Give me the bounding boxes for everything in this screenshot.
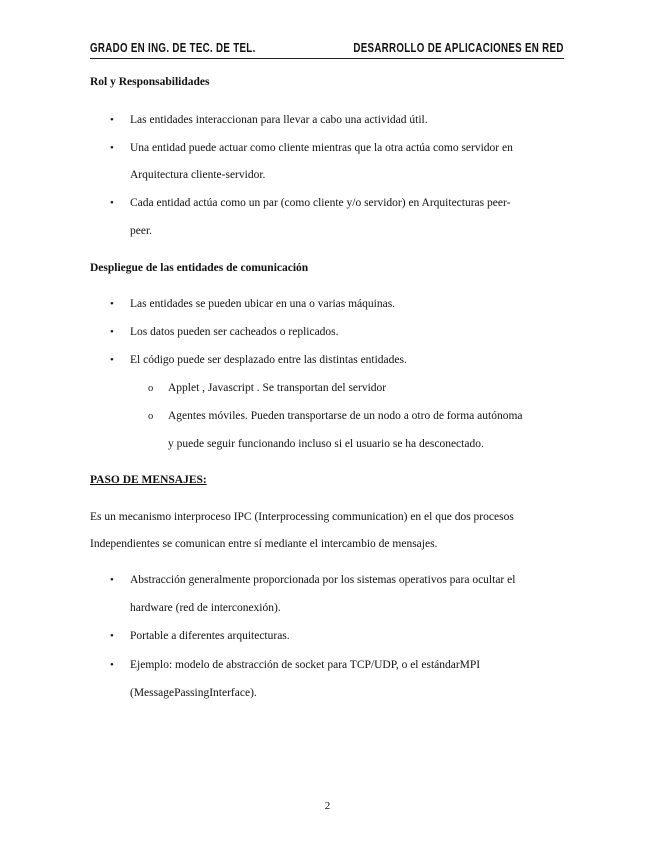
bullet-icon: • <box>110 142 114 154</box>
list-item: Las entidades se pueden ubicar en una o varias máquinas. <box>130 298 396 310</box>
list-item-continuation: Arquitectura cliente-servidor. <box>130 169 266 181</box>
bullet-icon: • <box>110 326 114 338</box>
sub-bullet-icon: o <box>148 383 154 394</box>
list-item: Ejemplo: modelo de abstracción de socket para TCP/UDP, o el estándarMPI <box>130 659 481 671</box>
list-item: El código puede ser desplazado entre las distintas entidades. <box>130 354 407 366</box>
bullet-icon: • <box>110 197 114 209</box>
bullet-icon: • <box>110 630 114 642</box>
list-item-continuation: peer. <box>130 225 153 237</box>
paragraph-line: Es un mecanismo interproceso IPC (Interprocessing communication) en el que dos procesos <box>90 511 514 523</box>
page-number: 2 <box>324 800 331 812</box>
list-item: Las entidades interaccionan para llevar a cabo una actividad útil. <box>130 114 428 126</box>
list-item: Los datos pueden ser cacheados o replicados. <box>130 326 339 338</box>
section-heading-roles: Rol y Responsabilidades <box>90 76 210 88</box>
section-heading-deployment: Despliegue de las entidades de comunicación <box>90 262 309 274</box>
header-subject: DESARROLLO DE APLICACIONES EN RED <box>353 41 564 55</box>
bullet-icon: • <box>110 354 114 366</box>
bullet-icon: • <box>110 114 114 126</box>
header-course: GRADO EN ING. DE TEC. DE TEL. <box>90 41 256 55</box>
list-item: Portable a diferentes arquitecturas. <box>130 630 290 642</box>
bullet-icon: • <box>110 298 114 310</box>
list-item: Abstracción generalmente proporcionada por los sistemas operativos para ocultar el <box>130 574 516 586</box>
bullet-icon: • <box>110 659 114 671</box>
running-header <box>90 40 564 59</box>
sub-list-item: Applet , Javascript . Se transportan del servidor <box>168 382 387 394</box>
section-heading-message-passing: PASO DE MENSAJES: <box>90 474 207 486</box>
sub-list-item: Agentes móviles. Pueden transportarse de un nodo a otro de forma autónoma <box>168 410 523 422</box>
paragraph-line: Independientes se comunican entre sí mediante el intercambio de mensajes. <box>90 538 438 550</box>
list-item: Cada entidad actúa como un par (como cliente y/o servidor) en Arquitecturas peer- <box>130 197 511 209</box>
bullet-icon: • <box>110 574 114 586</box>
list-item-continuation: (MessagePassingInterface). <box>130 687 257 699</box>
list-item-continuation: hardware (red de interconexión). <box>130 602 281 614</box>
list-item: Una entidad puede actuar como cliente mientras que la otra actúa como servidor en <box>130 142 513 154</box>
sub-bullet-icon: o <box>148 411 154 422</box>
sub-list-item-continuation: y puede seguir funcionando incluso si el usuario se ha desconectado. <box>168 438 484 450</box>
